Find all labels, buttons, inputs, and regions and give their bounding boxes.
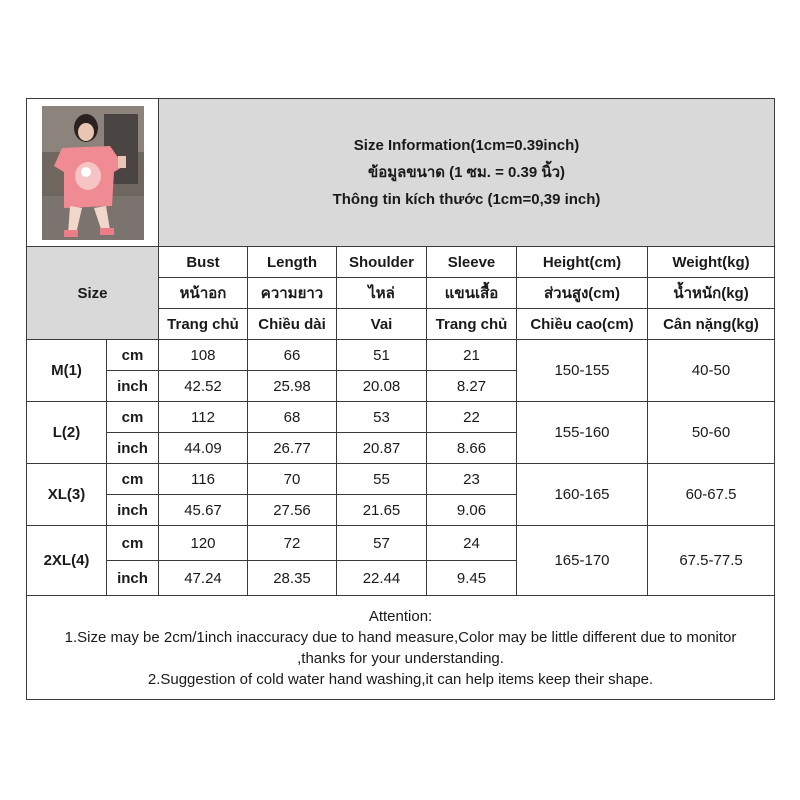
col-bust-th: หน้าอก [159,278,248,309]
bust-cm: 120 [159,526,248,561]
shoulder-inch: 20.08 [337,371,427,402]
shoulder-inch: 21.65 [337,495,427,526]
bust-cm: 108 [159,340,248,371]
shoulder-cm: 55 [337,464,427,495]
attention-notes [27,596,775,700]
shoulder-cm: 57 [337,526,427,561]
unit-inch: inch [107,495,159,526]
sleeve-inch: 8.27 [427,371,517,402]
shoulder-cm: 53 [337,402,427,433]
table-row [27,526,775,561]
length-inch: 27.56 [248,495,337,526]
col-bust-en: Bust [159,247,248,278]
note-heading: Attention: [368,607,433,625]
bust-inch: 45.67 [159,495,248,526]
size-label: 2XL(4) [27,526,107,596]
col-sleeve-th: แขนเสื้อ [427,278,517,309]
unit-cm: cm [107,340,159,371]
col-height-th: ส่วนสูง(cm) [517,278,648,309]
size-information-header [159,99,775,247]
bust-cm: 116 [159,464,248,495]
col-shoulder-vi: Vai [337,309,427,340]
height-range: 155-160 [517,402,648,464]
header-line-vi: Thông tin kích thước (1cm=0,39 inch) [332,191,601,208]
length-inch: 26.77 [248,433,337,464]
weight-range: 67.5-77.5 [648,526,775,596]
note-line: 1.Size may be 2cm/1inch inaccuracy due to hand measure,Color may be little different due to monitor [64,628,737,646]
unit-cm: cm [107,402,159,433]
shoulder-inch: 20.87 [337,433,427,464]
sleeve-cm: 21 [427,340,517,371]
col-sleeve-vi: Trang chủ [427,309,517,340]
note-line: 2.Suggestion of cold water hand washing,it can help items keep their shape. [147,670,654,688]
shoulder-cm: 51 [337,340,427,371]
height-range: 150-155 [517,340,648,402]
table-row [27,464,775,495]
col-weight-en: Weight(kg) [648,247,775,278]
size-label: M(1) [27,340,107,402]
shoulder-inch: 22.44 [337,561,427,596]
bust-inch: 44.09 [159,433,248,464]
sleeve-cm: 22 [427,402,517,433]
unit-inch: inch [107,371,159,402]
col-weight-vi: Cân nặng(kg) [648,309,775,340]
sleeve-inch: 9.45 [427,561,517,596]
header-line-en: Size Information(1cm=0.39inch) [353,137,580,154]
product-photo [42,106,144,240]
size-label: XL(3) [27,464,107,526]
unit-inch: inch [107,433,159,464]
length-cm: 72 [248,526,337,561]
bust-cm: 112 [159,402,248,433]
col-length-vi: Chiều dài [248,309,337,340]
unit-cm: cm [107,464,159,495]
col-bust-vi: Trang chủ [159,309,248,340]
length-cm: 66 [248,340,337,371]
length-cm: 68 [248,402,337,433]
size-chart [26,98,774,701]
col-weight-th: น้ำหนัก(kg) [648,278,775,309]
size-table [26,98,775,700]
size-header: Size [27,247,159,340]
sleeve-inch: 9.06 [427,495,517,526]
unit-cm: cm [107,526,159,561]
length-cm: 70 [248,464,337,495]
product-photo-cell [27,99,159,247]
sleeve-inch: 8.66 [427,433,517,464]
bust-inch: 47.24 [159,561,248,596]
header-line-th: ข้อมูลขนาด (1 ซม. = 0.39 นิ้ว) [367,164,566,181]
col-shoulder-th: ไหล่ [337,278,427,309]
unit-inch: inch [107,561,159,596]
size-label: L(2) [27,402,107,464]
weight-range: 50-60 [648,402,775,464]
col-height-en: Height(cm) [517,247,648,278]
col-length-th: ความยาว [248,278,337,309]
length-inch: 28.35 [248,561,337,596]
table-row [27,402,775,433]
bust-inch: 42.52 [159,371,248,402]
col-shoulder-en: Shoulder [337,247,427,278]
height-range: 165-170 [517,526,648,596]
length-inch: 25.98 [248,371,337,402]
col-length-en: Length [248,247,337,278]
weight-range: 40-50 [648,340,775,402]
col-sleeve-en: Sleeve [427,247,517,278]
weight-range: 60-67.5 [648,464,775,526]
height-range: 160-165 [517,464,648,526]
note-line: ,thanks for your understanding. [297,649,504,667]
sleeve-cm: 23 [427,464,517,495]
table-row [27,340,775,371]
sleeve-cm: 24 [427,526,517,561]
col-height-vi: Chiều cao(cm) [517,309,648,340]
